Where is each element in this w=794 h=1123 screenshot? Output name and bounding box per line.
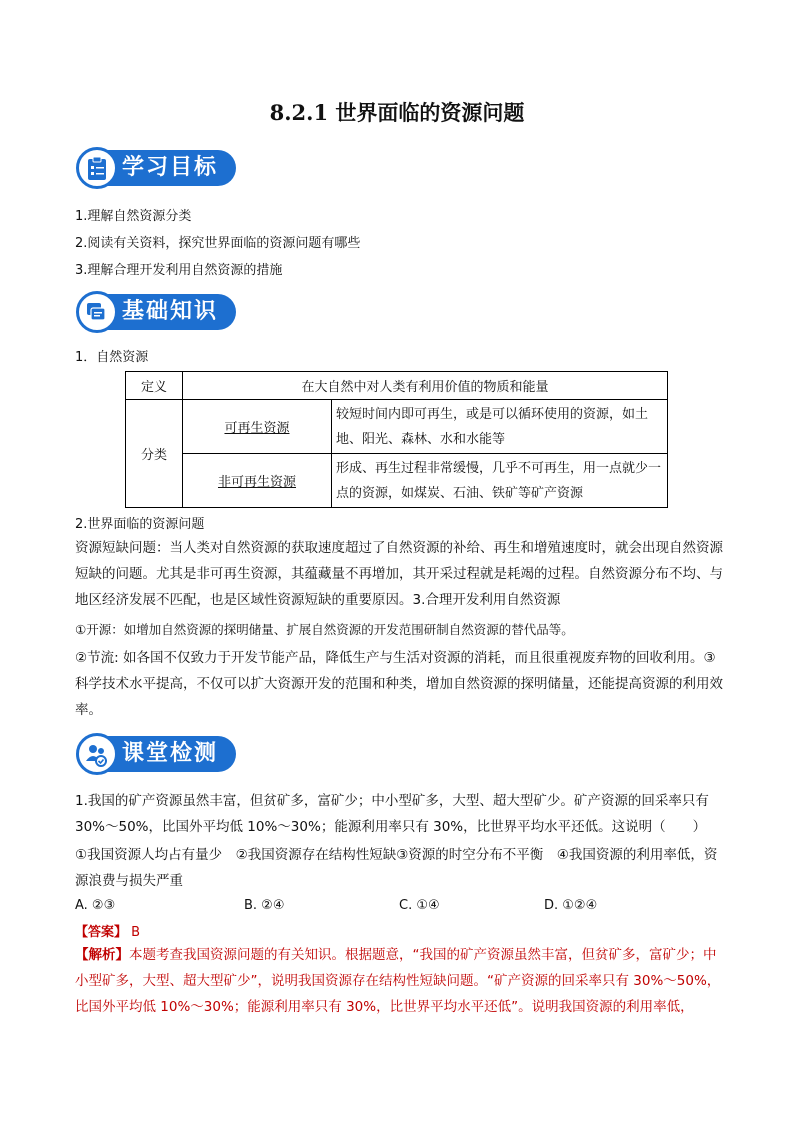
page-title: 8.2.1 世界面临的资源问题 [269, 100, 525, 125]
renewable-desc: 较短时间内即可再生，或是可以循环使用的资源，如土地、阳光、森林、水和水能等 [332, 400, 668, 454]
renewable-label: 可再生资源 [224, 421, 290, 436]
shortage-paragraph: 资源短缺问题：当人类对自然资源的获取速度超过了自然资源的补给、再生和增殖速度时，就会出现自然资源短缺的问题。尤其是非可再生资源，其蕴藏量不再增加，其开采过程就是耗竭的过程。自然资源分布不均、与地区经济发展不匹配，也是区域性资源短缺的重要原因。3.合理开发利用自然资源 [75, 540, 723, 608]
option-b: B. ②④ [244, 898, 285, 913]
people-icon [76, 733, 118, 775]
basics-item-2: 2.世界面临的资源问题 [75, 517, 205, 532]
objective-item: 2.阅读有关资料，探究世界面临的资源问题有哪些 [75, 236, 361, 251]
answer-label: 【答案】 [75, 925, 128, 940]
conserve-paragraph: ②节流: 如各国不仅致力于开发节能产品，降低生产与生活对资源的消耗，而且很重视废弃物的回收利用。③科学技术水平提高，不仅可以扩大资源开发的范围和种类，增加自然资源的探明储量，还能提高资源的利用效率。 [75, 650, 723, 718]
section-title: 学习目标 [94, 150, 236, 186]
answer-line [75, 921, 140, 940]
clipboard-icon [76, 147, 118, 189]
basics-item-1: 1．自然资源 [75, 350, 149, 365]
classification-label: 分类 [126, 400, 183, 508]
option-d: D. ①②④ [544, 898, 598, 913]
definition-label: 定义 [126, 372, 183, 400]
option-c: C. ①④ [399, 898, 440, 913]
analysis-label: 【解析】 [75, 947, 129, 963]
objective-item: 3.理解合理开发利用自然资源的措施 [75, 263, 283, 278]
question-stem: 1.我国的矿产资源虽然丰富，但贫矿多，富矿少；中小型矿多，大型、超大型矿少。矿产资源的回采率只有30%～50%，比国外平均低 10%～30%；能源利用率只有 30%，比世界平均水平还低。这说明（ ） [75, 793, 709, 835]
definition-text: 在大自然中对人类有利用价值的物质和能量 [183, 372, 668, 400]
layers-icon [76, 291, 118, 333]
question-choices: ①我国资源人均占有量少 ②我国资源存在结构性短缺③资源的时空分布不平衡 ④我国资源的利用率低，资源浪费与损失严重 [75, 847, 718, 889]
answer-value: B [131, 925, 141, 940]
open-source-paragraph: ①开源：如增加自然资源的探明储量、扩展自然资源的开发范围研制自然资源的替代品等。 [75, 622, 574, 637]
analysis-text: 本题考查我国资源问题的有关知识。根据题意，“我国的矿产资源虽然丰富，但贫矿多，富矿少；中小型矿多，大型、超大型矿少”，说明我国资源存在结构性短缺问题。“矿产资源的回采率只有 30%～50%，比国外平均低 10%～30%；能源利用率只有 30%，比世界平均水平还低”。说明我国资源的利用率低， [75, 947, 721, 1015]
section-title: 课堂检测 [94, 736, 236, 772]
section-title: 基础知识 [94, 294, 236, 330]
option-a: A. ②③ [75, 898, 116, 913]
analysis-paragraph [75, 942, 725, 1020]
nonrenewable-label: 非可再生资源 [217, 475, 296, 490]
objective-item: 1.理解自然资源分类 [75, 209, 192, 224]
nonrenewable-desc: 形成、再生过程非常缓慢，几乎不可再生，用一点就少一点的资源，如煤炭、石油、铁矿等矿产资源 [332, 454, 668, 508]
natural-resource-table [125, 371, 668, 508]
